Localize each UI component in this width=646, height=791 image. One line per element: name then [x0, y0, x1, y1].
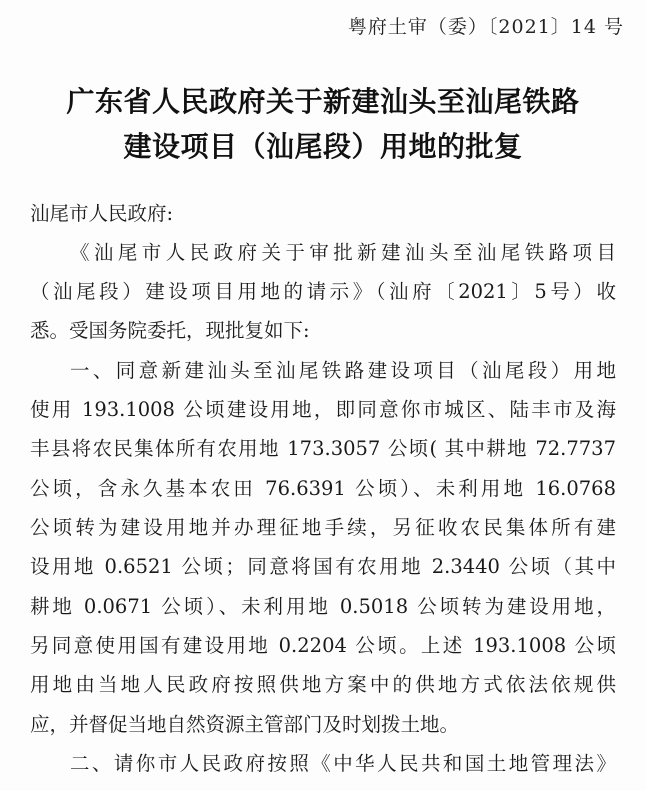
body-line: 应，并督促当地自然资源主管部门及时划拨土地。	[30, 713, 460, 736]
body-line: 用地由当地人民政府按照供地方案中的供地方式依法依规供	[30, 673, 616, 696]
body-line: 公顷，含永久基本农田 76.6391 公顷）、未利用地 16.0768	[30, 477, 616, 500]
document-number: 粤府土审（委）〔2021〕14 号	[347, 16, 624, 38]
body-line: 设用地 0.6521 公顷；同意将国有农用地 2.3440 公顷（其中	[30, 555, 616, 578]
body-line: 使用 193.1008 公顷建设用地，即同意你市城区、陆丰市及海	[30, 398, 616, 421]
body-line: 《汕尾市人民政府关于审批新建汕头至汕尾铁路项目	[70, 241, 616, 264]
body-line: 另同意使用国有建设用地 0.2204 公顷。上述 193.1008 公顷	[30, 634, 616, 657]
body-line: 悉。受国务院委托，现批复如下:	[30, 319, 310, 342]
document-title-line-1: 广东省人民政府关于新建汕头至汕尾铁路	[66, 85, 580, 118]
body-line: 丰县将农民集体所有农用地 173.3057 公顷( 其中耕地 72.7737	[30, 437, 616, 460]
document-title-line-2: 建设项目（汕尾段）用地的批复	[123, 130, 523, 163]
body-line: 一、同意新建汕头至汕尾铁路建设项目（汕尾段）用地	[70, 359, 616, 382]
body-line: 公顷转为建设用地并办理征地手续，另征收农民集体所有建	[30, 516, 616, 539]
body-line: 耕地 0.0671 公顷）、未利用地 0.5018 公顷转为建设用地，	[30, 595, 616, 618]
salutation: 汕尾市人民政府:	[30, 202, 174, 225]
body-line: 二、请你市人民政府按照《中华人民共和国土地管理法》	[70, 752, 616, 775]
body-line: （汕尾段）建设项目用地的请示》（汕府〔2021〕5号）收	[30, 280, 616, 303]
